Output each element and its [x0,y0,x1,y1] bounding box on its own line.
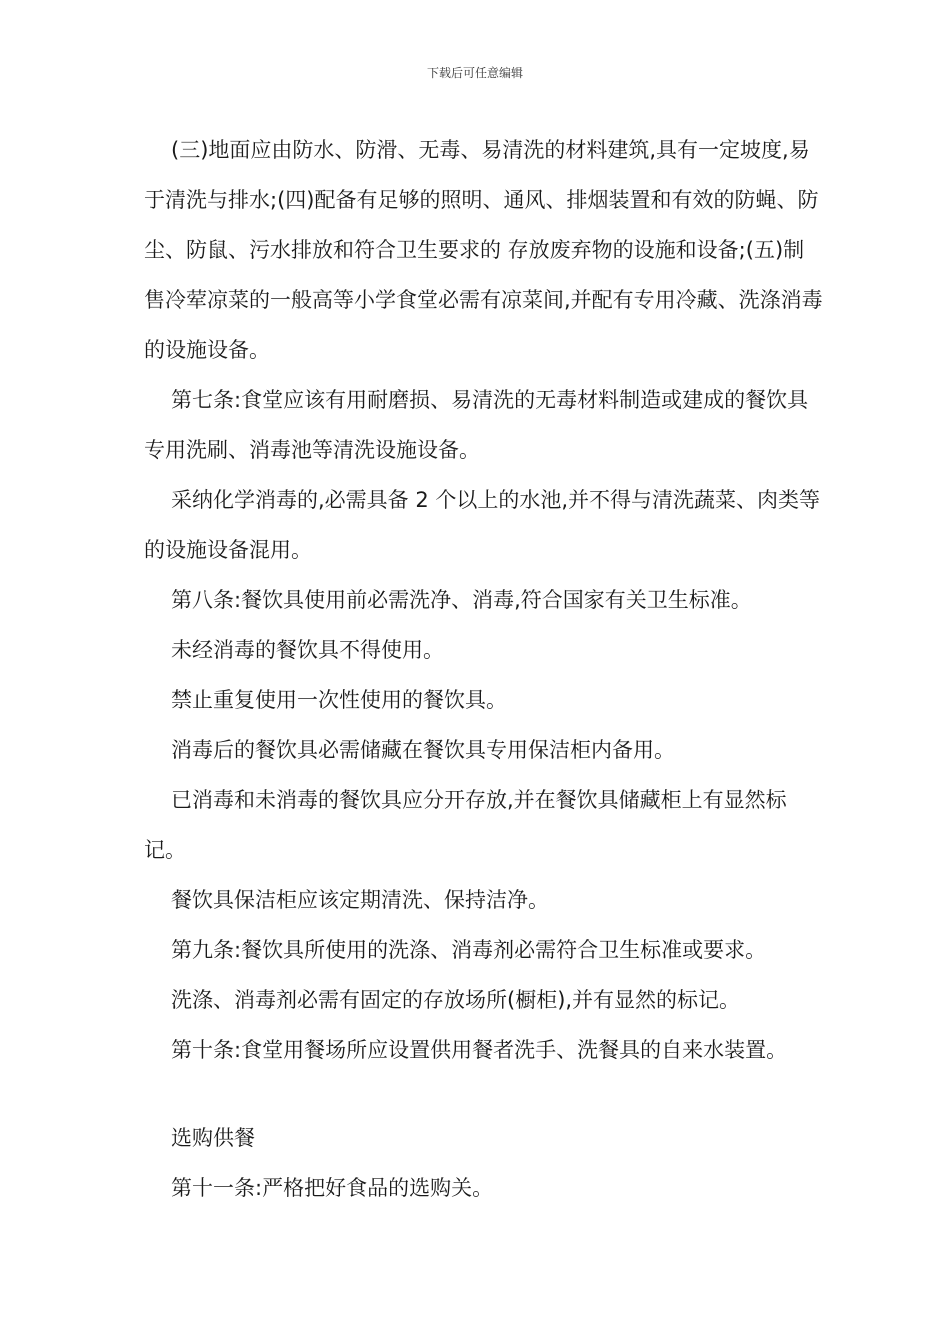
paragraph-article-10: 第十条:食堂用餐场所应设置供用餐者洗手、洗餐具的自来水装置。 [171,1038,788,1062]
paragraph-article-11: 第十一条:严格把好食品的选购关。 [171,1176,494,1200]
page-header: 下载后可任意编辑 [426,66,523,80]
paragraph-undisinfected: 未经消毒的餐饮具不得使用。 [171,638,444,662]
paragraph-floor-facilities: (三)地面应由防水、防滑、无毒、易清洗的材料建筑,具有一定坡度,易于清洗与排水;(四)配备有足够的照明、通风、排烟装置和有效的防蝇、防尘、防鼠、污水排放和符合卫生要求的 存放废弃物的设施和设备;(五)制售冷荤凉菜的一般高等小学食堂必需有凉菜间,并配有专用冷藏、洗涤消毒的设施设备。 [144,138,823,362]
paragraph-article-9: 第九条:餐饮具所使用的洗涤、消毒剂必需符合卫生标准或要求。 [171,938,767,962]
paragraph-chemical-disinfection: 采纳化学消毒的,必需具备 2 个以上的水池,并不得与清洗蔬菜、肉类等的设施设备混用。 [144,488,821,562]
paragraph-separate-storage: 已消毒和未消毒的餐饮具应分开存放,并在餐饮具储藏柜上有显然标记。 [144,788,787,862]
paragraph-article-7: 第七条:食堂应该有用耐磨损、易清洗的无毒材料制造或建成的餐饮具专用洗刷、消毒池等清洗设施设备。 [144,388,809,462]
paragraph-cabinet-cleaning: 餐饮具保洁柜应该定期清洗、保持洁净。 [171,888,549,912]
section-heading-purchasing: 选购供餐 [171,1126,255,1150]
paragraph-detergent-storage: 洗涤、消毒剂必需有固定的存放场所(橱柜),并有显然的标记。 [171,988,741,1012]
section-spacer [144,1075,824,1113]
paragraph-storage: 消毒后的餐饮具必需储藏在餐饮具专用保洁柜内备用。 [171,738,675,762]
paragraph-disposable: 禁止重复使用一次性使用的餐饮具。 [171,688,507,712]
document-body [144,125,824,1213]
paragraph-article-8: 第八条:餐饮具使用前必需洗净、消毒,符合国家有关卫生标准。 [171,588,752,612]
